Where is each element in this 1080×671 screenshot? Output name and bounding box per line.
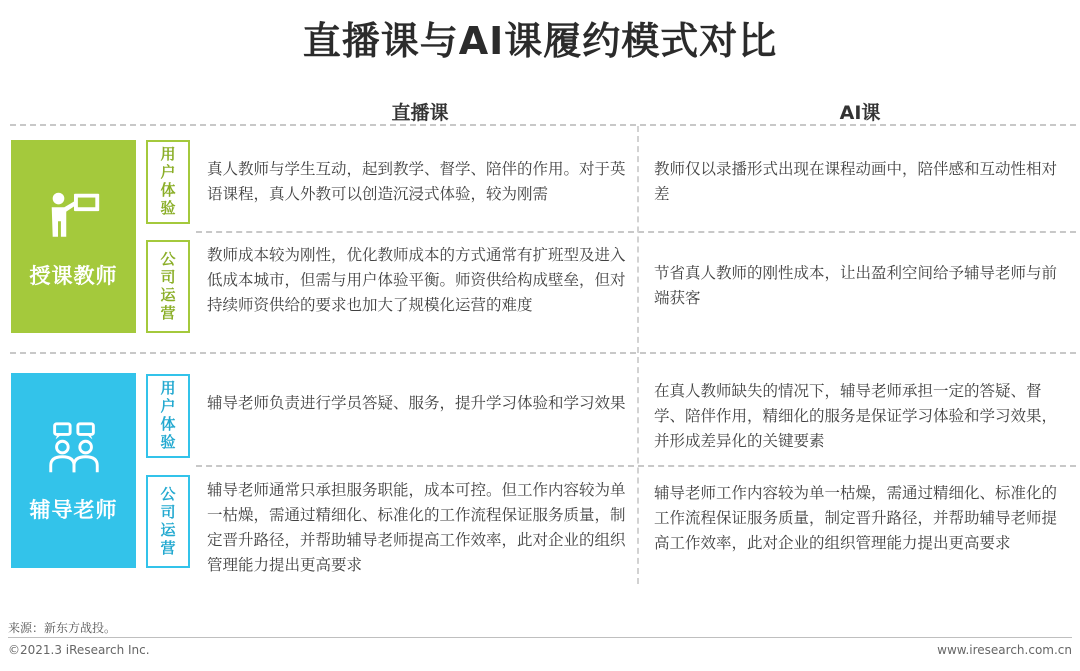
teacher-board-icon <box>43 184 105 246</box>
cell-tutor-ops-live: 辅导老师通常只承担服务职能，成本可控。但工作内容较为单一枯燥，需通过精细化、标准化的工作流程保证服务质量，制定晋升路径，并帮助辅导老师提高工作效率，此对企业的组织管理能力提出更高要求 <box>207 481 626 574</box>
cell-tutor-ux-live: 辅导老师负责进行学员答疑、服务，提升学习体验和学习效果 <box>207 394 626 412</box>
divider-column <box>637 126 639 584</box>
divider-section <box>10 352 1076 354</box>
website-link[interactable]: www.iresearch.com.cn <box>937 643 1072 657</box>
column-header-ai: AI课 <box>839 102 881 124</box>
column-header-live: 直播课 <box>391 102 449 124</box>
cell-teacher-ops-ai: 节省真人教师的刚性成本，让出盈利空间给予辅导老师与前端获客 <box>654 264 1058 307</box>
cell-tutor-ops-ai: 辅导老师工作内容较为单一枯燥，需通过精细化、标准化的工作流程保证服务质量，制定晋升路径，并帮助辅导老师提高工作效率，此对企业的组织管理能力提出更高要求 <box>654 484 1058 552</box>
footer-divider <box>8 637 1072 638</box>
tutor-chat-icon <box>43 418 105 480</box>
page-title: 直播课与AI课履约模式对比 <box>302 19 778 63</box>
divider-row <box>196 231 1076 233</box>
aspect-operations: 公司运营 <box>146 240 190 333</box>
cell-tutor-ux-ai: 在真人教师缺失的情况下，辅导老师承担一定的答疑、督学、陪伴作用，精细化的服务是保证学习体验和学习效果，并形成差异化的关键要素 <box>654 382 1058 450</box>
divider-row <box>196 465 1076 467</box>
aspect-user-experience: 用户体验 <box>146 374 190 458</box>
divider-top <box>10 124 1076 126</box>
role-label-teacher: 授课教师 <box>29 263 118 288</box>
cell-teacher-ux-ai: 教师仅以录播形式出现在课程动画中，陪伴感和互动性相对差 <box>654 160 1058 203</box>
aspect-operations: 公司运营 <box>146 475 190 568</box>
cell-teacher-ux-live: 真人教师与学生互动，起到教学、督学、陪伴的作用。对于英语课程，真人外教可以创造沉浸式体验，较为刚需 <box>207 160 626 203</box>
role-block-teacher <box>11 140 136 333</box>
role-label-tutor: 辅导老师 <box>29 497 118 522</box>
source-note: 来源：新东方战投。 <box>8 621 117 635</box>
copyright: ©2021.3 iResearch Inc. <box>8 643 150 657</box>
aspect-user-experience: 用户体验 <box>146 140 190 224</box>
cell-teacher-ops-live: 教师成本较为刚性，优化教师成本的方式通常有扩班型及进入低成本城市，但需与用户体验平衡。师资供给构成壁垒，但对持续师资供给的要求也加大了规模化运营的难度 <box>207 246 626 314</box>
role-block-tutor <box>11 373 136 568</box>
